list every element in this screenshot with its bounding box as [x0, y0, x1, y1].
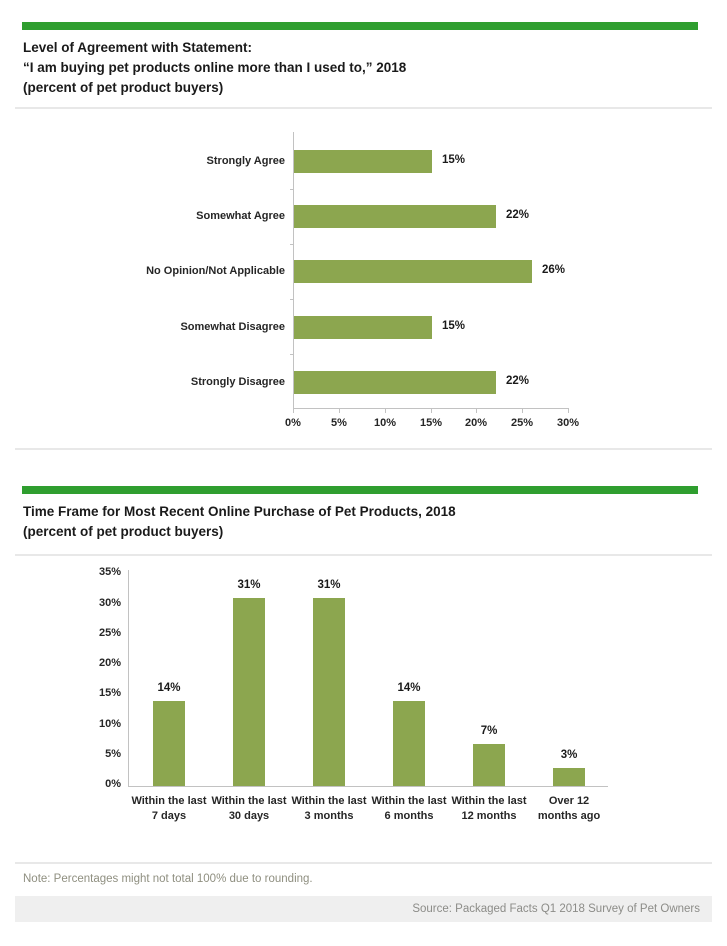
x-tick-label: 5% — [331, 417, 347, 429]
x-tick-label: 25% — [510, 417, 534, 429]
category-label-line: Within the last — [371, 795, 447, 807]
x-tick-label: 15% — [419, 417, 443, 429]
value-label: 26% — [542, 264, 566, 277]
data-bar — [313, 598, 345, 786]
category-label-line: 3 months — [304, 810, 354, 822]
footnote: Note: Percentages might not total 100% due to rounding. — [23, 873, 313, 885]
data-bar — [294, 371, 496, 394]
section2-accent-bar — [22, 486, 698, 494]
separator-2 — [15, 448, 712, 450]
category-label: No Opinion/Not Applicable — [146, 265, 285, 278]
category-label: Somewhat Disagree — [180, 320, 285, 333]
x-tick-label: 20% — [464, 417, 488, 429]
category-label-line: months ago — [537, 810, 601, 822]
data-bar — [473, 744, 505, 786]
category-label — [525, 794, 613, 824]
agreement-chart-title — [23, 38, 406, 98]
value-label: 31% — [237, 579, 261, 591]
timeframe-chart-title — [23, 502, 456, 542]
category-label: Strongly Disagree — [190, 375, 285, 388]
section1-accent-bar — [22, 22, 698, 30]
data-bar — [233, 598, 265, 786]
category-label-line: Within the last — [291, 795, 367, 807]
y-tick-label: 15% — [98, 687, 121, 699]
separator-3 — [15, 554, 712, 556]
category-label-line: Within the last — [131, 795, 207, 807]
data-bar — [294, 316, 432, 339]
data-bar — [294, 205, 496, 228]
agreement-title-line3: (percent of pet product buyers) — [23, 80, 224, 95]
category-axis-tick — [290, 299, 293, 300]
category-label-line: 6 months — [384, 810, 434, 822]
x-axis-tick — [431, 409, 432, 413]
data-bar — [294, 260, 532, 283]
x-tick-label: 0% — [285, 417, 301, 429]
category-label: Strongly Agree — [206, 155, 285, 167]
separator-4 — [15, 862, 712, 864]
category-label — [125, 794, 213, 824]
value-label: 14% — [397, 682, 421, 694]
value-label: 7% — [480, 725, 498, 737]
x-axis-tick — [293, 409, 294, 413]
data-bar — [393, 701, 425, 786]
value-label: 15% — [442, 154, 466, 166]
y-tick-label: 5% — [105, 748, 121, 760]
timeframe-x-axis-line — [128, 786, 608, 787]
y-tick-label: 10% — [98, 718, 121, 730]
category-label-line: Within the last — [211, 795, 287, 807]
value-label: 14% — [157, 682, 181, 694]
category-label — [365, 794, 453, 824]
category-label-line: 30 days — [228, 810, 270, 822]
data-bar — [153, 701, 185, 786]
category-label-line: Within the last — [451, 795, 527, 807]
data-bar — [294, 150, 432, 173]
value-label: 3% — [560, 749, 578, 761]
category-axis-tick — [290, 189, 293, 190]
agreement-title-line1: Level of Agreement with Statement: — [23, 40, 253, 55]
category-label-line: 12 months — [461, 810, 517, 822]
y-tick-label: 25% — [98, 627, 121, 639]
category-label: Somewhat Agree — [196, 210, 285, 223]
x-axis-tick — [385, 409, 386, 413]
value-label: 22% — [506, 209, 530, 222]
timeframe-y-axis-line — [128, 570, 129, 787]
value-label: 15% — [442, 319, 466, 332]
timeframe-title-line2: (percent of pet product buyers) — [23, 524, 224, 539]
separator-1 — [15, 107, 712, 109]
x-axis-tick — [522, 409, 523, 413]
category-label — [445, 794, 533, 824]
agreement-title-line2: “I am buying pet products online more than I used to,” 2018 — [23, 60, 407, 75]
category-label-line: 7 days — [151, 810, 187, 822]
category-label — [205, 794, 293, 824]
x-axis-tick — [339, 409, 340, 413]
x-tick-label: 30% — [556, 417, 580, 429]
value-label: 22% — [506, 374, 530, 387]
source-band — [15, 896, 712, 922]
category-axis-tick — [290, 354, 293, 355]
timeframe-chart-plot — [0, 565, 727, 855]
x-axis-tick — [568, 409, 569, 413]
x-axis-tick — [476, 409, 477, 413]
category-axis-tick — [290, 244, 293, 245]
x-tick-label: 10% — [373, 417, 397, 429]
value-label: 31% — [317, 579, 341, 591]
data-bar — [553, 768, 585, 786]
y-tick-label: 20% — [98, 657, 121, 669]
y-tick-label: 30% — [98, 597, 121, 609]
timeframe-title-line1: Time Frame for Most Recent Online Purchase of Pet Products, 2018 — [23, 504, 456, 519]
source-credit: Source: Packaged Facts Q1 2018 Survey of Pet Owners — [412, 903, 700, 915]
category-label — [285, 794, 373, 824]
agreement-chart-plot — [0, 130, 727, 440]
category-label-line: Over 12 — [548, 795, 590, 807]
y-tick-label: 0% — [105, 778, 121, 790]
y-tick-label: 35% — [98, 566, 121, 578]
